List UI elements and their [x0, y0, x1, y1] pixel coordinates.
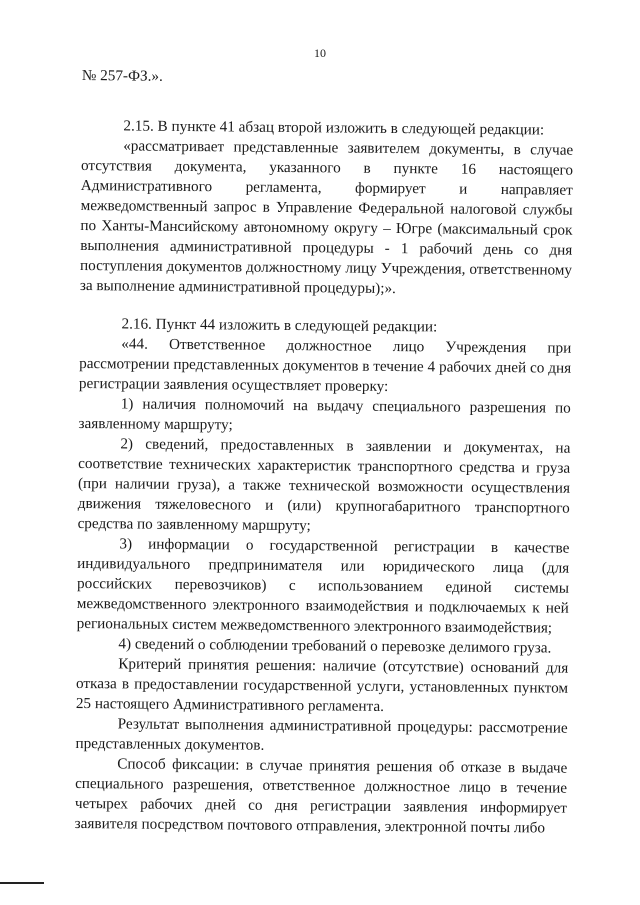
amendment-2-15-heading: 2.15. В пункте 41 абзац второй изложить в следующей редакции: — [123, 117, 545, 139]
scan-artifact-line — [0, 882, 44, 884]
check-item-3: 3) информации о государственной регистрации в качестве индивидуального предпринимателя или юридического лица (для российских перевозчиков) с использованием единой системы межведомственного электронного взаимодействия и подключаемых к ней региональных систем межведомственного электронного взаимодействия; — [76, 535, 570, 637]
procedure-result: Результат выполнения административной процедуры: рассмотрение представленных документов. — [75, 715, 568, 754]
check-item-4: 4) сведений о соблюдении требований о перевозке делимого груза. — [118, 635, 552, 657]
law-reference-tail: № 257-ФЗ.». — [81, 66, 163, 85]
check-item-2: 2) сведений, предоставленных в заявлении и документах, на соответствие технических характеристик транспортного средства и груза (при наличии груза), а также технической возможности осуществления движения тяжеловесного и (или) крупногабаритного транспортного средства по заявленному маршруту; — [77, 435, 571, 535]
page-number: 10 — [314, 46, 326, 60]
amendment-2-16-heading: 2.16. Пункт 44 изложить в следующей редакции: — [121, 315, 438, 336]
document-body — [75, 66, 574, 839]
amendment-2-15-text: «рассматривает представленные заявителем документы, в случае отсутствия документа, указанного в пункте 16 настоящего Административного регламента, формирует и направляет межведомственный запрос в Управление Федеральной налоговой службы по Ханты-Мансийскому автономному округу – Югре (максимальный срок выполнения административной процедуры - 1 рабочий день со дня поступления документов должностному лицу Учреждения, ответственному за выполнение административной процедуры);». — [79, 137, 574, 298]
clause-44-intro: «44. Ответственное должностное лицо Учреждения при рассмотрении представленных документов в течение 4 рабочих дней со дня регистрации заявления осуществляет проверку: — [78, 335, 572, 395]
recording-method: Способ фиксации: в случае принятия решения об отказе в выдаче специального разрешения, ответственное должностное лицо в течение четырех рабочих дней со дня регистрации заявления информирует заявителя посредством почтового отправления, электронной почты либо — [74, 755, 568, 837]
check-item-1: 1) наличия полномочий на выдачу специального разрешения по заявленному маршруту; — [78, 395, 571, 434]
decision-criterion: Критерий принятия решения: наличие (отсутствие) оснований для отказа в предоставлении государственной услуги, установленных пунктом 25 настоящего Административного регламента. — [75, 655, 569, 715]
